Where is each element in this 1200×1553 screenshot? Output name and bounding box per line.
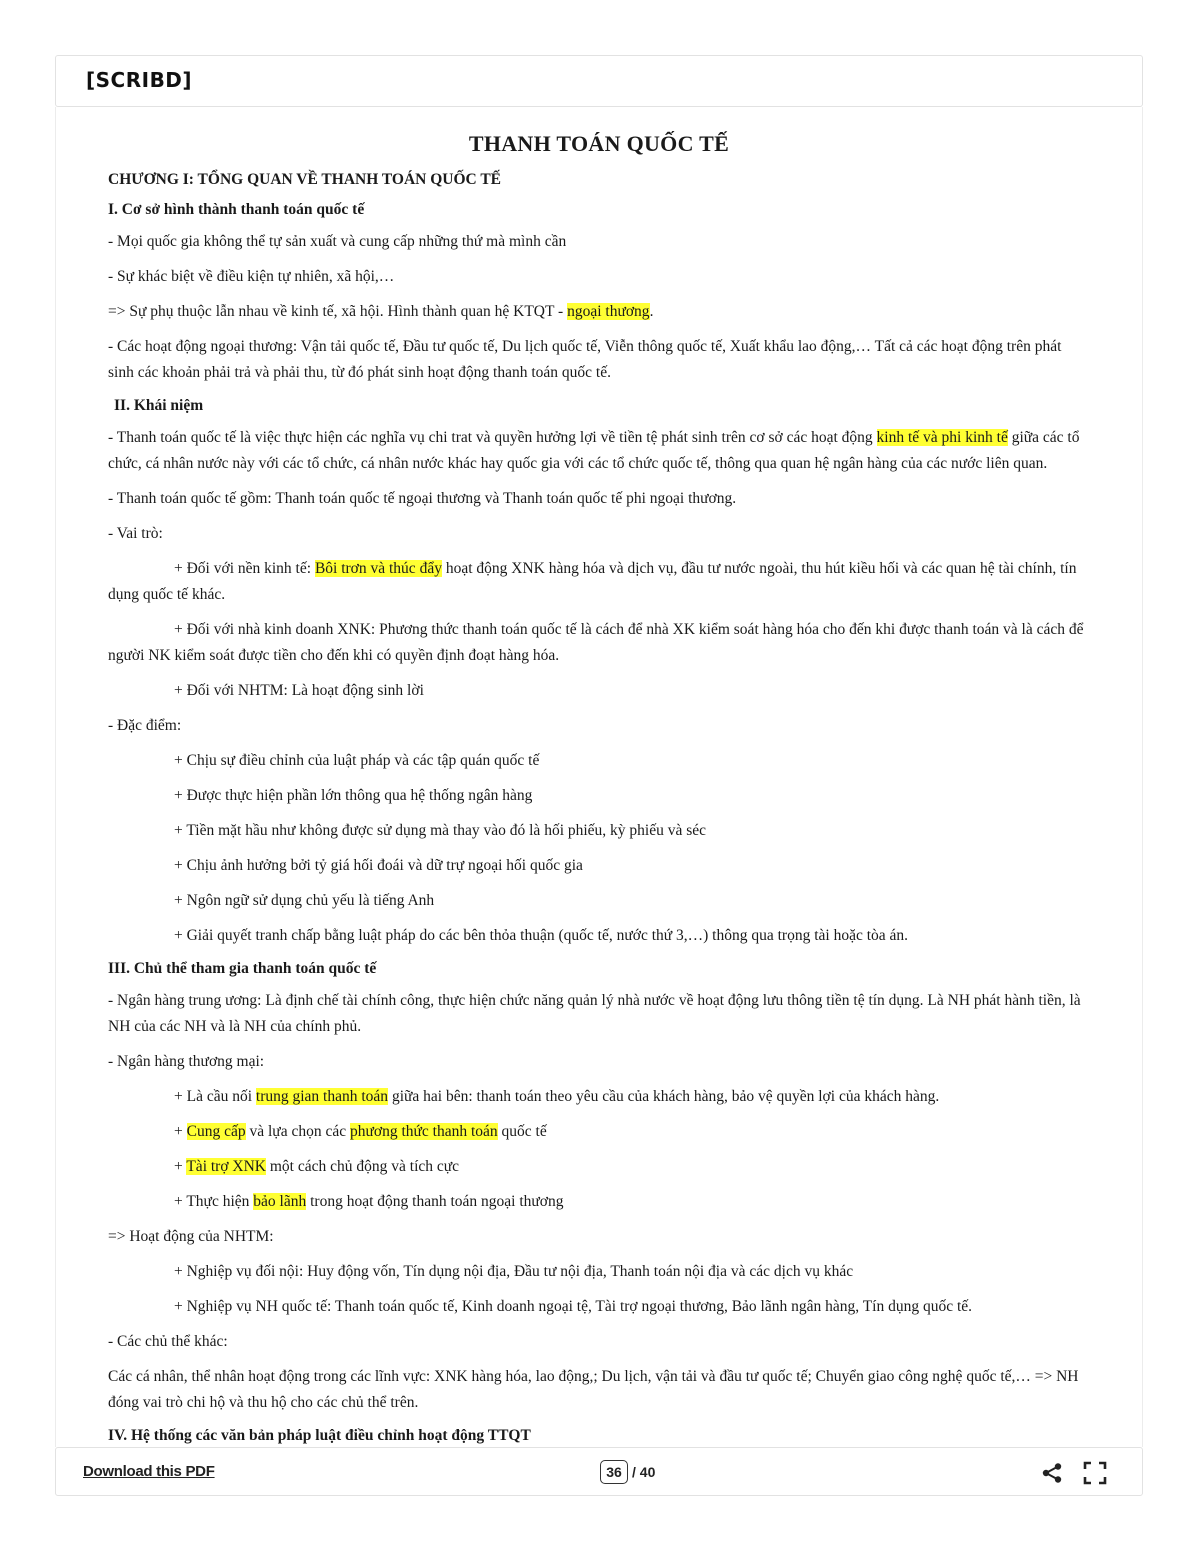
list-item: + Nghiệp vụ NH quốc tế: Thanh toán quốc tế, Kinh doanh ngoại tệ, Tài trợ ngoại thương, Bảo lãnh ngân hàng, Tín dụng quốc tế. (174, 1298, 973, 1315)
total-pages: / 40 (632, 1464, 656, 1480)
list-item: + Là cầu nối trung gian thanh toán giữa hai bên: thanh toán theo yêu cầu của khách hàng, bảo vệ quyền lợi của khách hàng. (174, 1088, 940, 1105)
paragraph: Các cá nhân, thể nhân hoạt động trong các lĩnh vực: XNK hàng hóa, lao động,; Du lịch, vận tải và đầu tư quốc tế; Chuyển giao công nghệ quốc tế,… => NH đóng vai trò chi hộ và thu hộ cho các chủ thể trên. (108, 1368, 1079, 1411)
fullscreen-icon[interactable] (1083, 1461, 1107, 1485)
list-item: + Đối với NHTM: Là hoạt động sinh lời (174, 682, 424, 699)
paragraph: - Thanh toán quốc tế gồm: Thanh toán quốc tế ngoại thương và Thanh toán quốc tế phi ngoại thương. (108, 490, 737, 507)
current-page-input[interactable]: 36 (600, 1460, 628, 1484)
highlight: trung gian thanh toán (255, 1088, 389, 1105)
list-item: + Tiền mặt hầu như không được sử dụng mà thay vào đó là hối phiếu, kỳ phiếu và séc (174, 822, 707, 839)
paragraph: - Vai trò: (108, 525, 163, 542)
paragraph: => Hoạt động của NHTM: (108, 1228, 274, 1245)
list-item: + Được thực hiện phần lớn thông qua hệ thống ngân hàng (174, 787, 533, 804)
section-heading: II. Khái niệm (114, 397, 204, 414)
paragraph: => Sự phụ thuộc lẫn nhau về kinh tế, xã hội. Hình thành quan hệ KTQT - ngoại thương. (108, 303, 654, 320)
document-page (55, 107, 1143, 1447)
list-item: + Đối với nhà kinh doanh XNK: Phương thức thanh toán quốc tế là cách để nhà XK kiểm soát hàng hóa cho đến khi được thanh toán và là cách để người NK kiểm soát được tiền cho đến khi có quyền định đoạt hàng hóa. (108, 621, 1084, 664)
highlight: Cung cấp (186, 1123, 246, 1140)
paragraph: - Ngân hàng trung ương: Là định chế tài chính công, thực hiện chức năng quản lý nhà nước về hoạt động lưu thông tiền tệ tín dụng. Là NH phát hành tiền, là NH của các NH và là NH của chính phủ. (108, 992, 1081, 1035)
document-title: THANH TOÁN QUỐC TẾ (468, 131, 730, 156)
list-item: + Chịu sự điều chỉnh của luật pháp và các tập quán quốc tế (174, 752, 540, 769)
section-heading: III. Chủ thể tham gia thanh toán quốc tế (108, 960, 377, 977)
highlight: Tài trợ XNK (186, 1158, 266, 1175)
list-item: + Giải quyết tranh chấp bằng luật pháp do các bên thỏa thuận (quốc tế, nước thứ 3,…) thông qua trọng tài hoặc tòa án. (174, 927, 909, 944)
top-bar (55, 55, 1143, 107)
paragraph: - Các hoạt động ngoại thương: Vận tải quốc tế, Đầu tư quốc tế, Du lịch quốc tế, Viễn thông quốc tế, Xuất khẩu lao động,… Tất cả các hoạt động trên phát sinh các khoản phải trả và phải thu, từ đó phát sinh hoạt động thanh toán quốc tế. (108, 338, 1062, 381)
paragraph: - Ngân hàng thương mại: (108, 1053, 265, 1070)
list-item: + Nghiệp vụ đối nội: Huy động vốn, Tín dụng nội địa, Đầu tư nội địa, Thanh toán nội địa và các dịch vụ khác (174, 1263, 854, 1280)
highlight: kinh tế và phi kinh tế (876, 429, 1008, 446)
list-item: + Ngôn ngữ sử dụng chủ yếu là tiếng Anh (174, 892, 435, 909)
list-item: + Đối với nền kinh tế: Bôi trơn và thúc đẩy hoạt động XNK hàng hóa và dịch vụ, đầu tư nước ngoài, thu hút kiều hối và các quan hệ tài chính, tín dụng quốc tế khác. (108, 560, 1077, 603)
chapter-heading: CHƯƠNG I: TỔNG QUAN VỀ THANH TOÁN QUỐC TẾ (108, 171, 502, 188)
highlight: bảo lãnh (253, 1193, 307, 1210)
section-heading: I. Cơ sở hình thành thanh toán quốc tế (108, 201, 365, 218)
paragraph: - Sự khác biệt về điều kiện tự nhiên, xã hội,… (108, 268, 395, 285)
highlight: ngoại thương (567, 303, 650, 320)
paragraph: - Mọi quốc gia không thể tự sản xuất và cung cấp những thứ mà mình cần (108, 233, 567, 250)
paragraph: - Các chủ thể khác: (108, 1333, 228, 1350)
paragraph: - Thanh toán quốc tế là việc thực hiện các nghĩa vụ chi trat và quyền hưởng lợi về tiền tệ phát sinh trên cơ sở các hoạt động kinh tế và phi kinh tế giữa các tổ chức, cá nhân nước này với các tổ chức, cá nhân nước khác hay quốc gia với các tổ chức quốc tế, thông qua quan hệ ngân hàng của các nước liên quan. (108, 429, 1080, 472)
list-item: + Tài trợ XNK một cách chủ động và tích cực (174, 1158, 460, 1175)
section-heading: IV. Hệ thống các văn bản pháp luật điều chỉnh hoạt động TTQT (108, 1427, 531, 1444)
list-item: + Cung cấp và lựa chọn các phương thức thanh toán quốc tế (174, 1123, 547, 1140)
list-item: + Thực hiện bảo lãnh trong hoạt động thanh toán ngoại thương (174, 1193, 564, 1210)
highlight: phương thức thanh toán (349, 1123, 498, 1140)
list-item: + Chịu ảnh hưởng bởi tỷ giá hối đoái và dữ trự ngoại hối quốc gia (174, 857, 583, 874)
share-icon[interactable] (1041, 1462, 1063, 1484)
footer-bar (55, 1447, 1143, 1496)
scribd-logo[interactable]: [SCRIBD] (86, 68, 193, 92)
document-content (108, 127, 1090, 1455)
download-pdf-link[interactable]: Download this PDF (83, 1463, 215, 1480)
page-indicator (600, 1460, 655, 1484)
highlight: Bôi trơn và thúc đẩy (314, 560, 442, 577)
paragraph: - Đặc điểm: (108, 717, 182, 734)
